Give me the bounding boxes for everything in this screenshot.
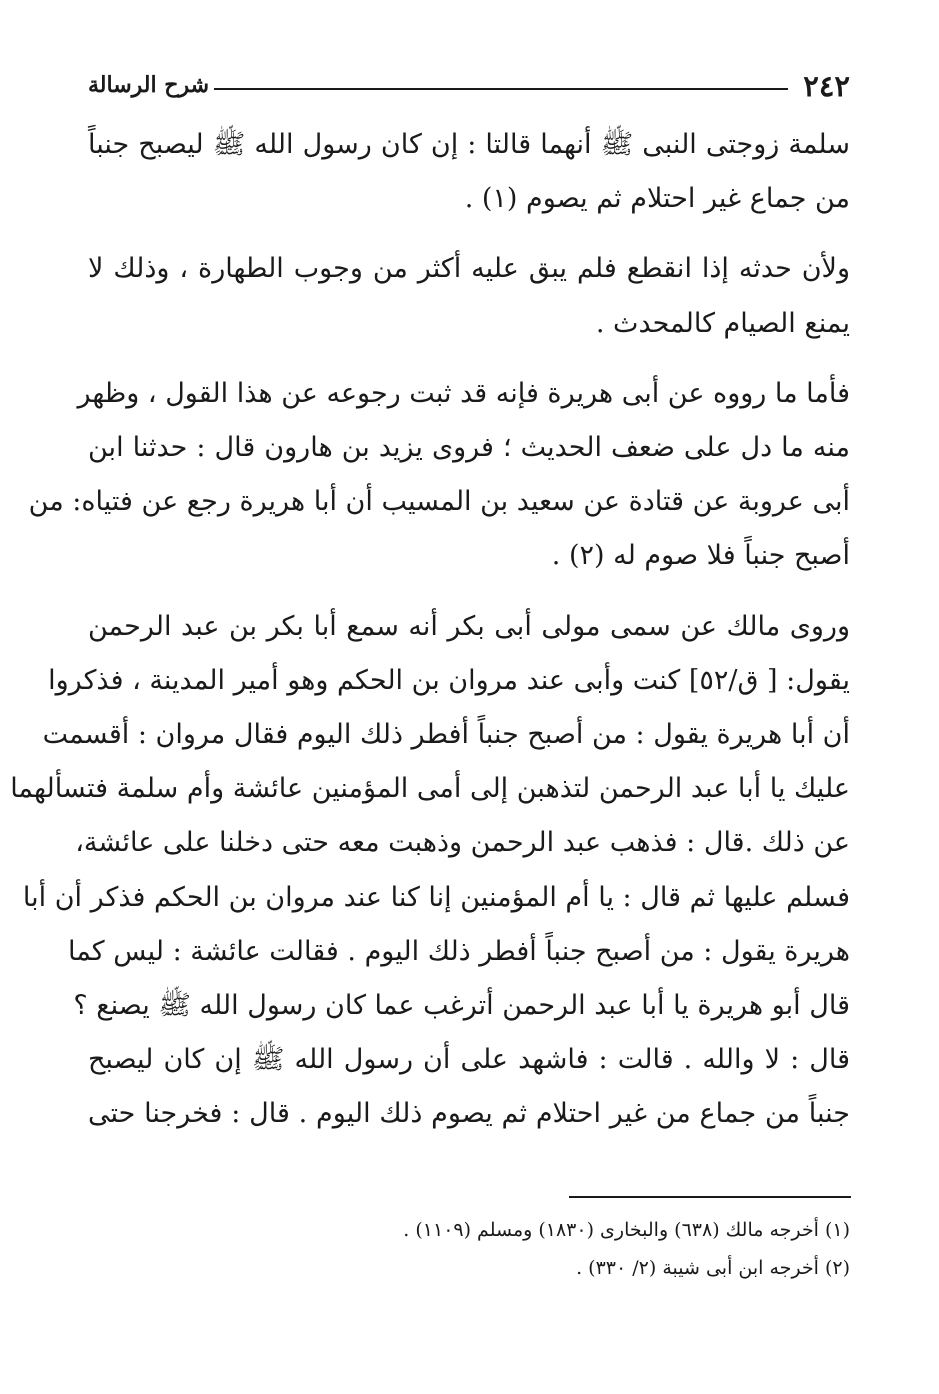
text-line: من جماع غير احتلام ثم يصوم (١) . — [464, 183, 850, 215]
main-text — [10, 118, 850, 1158]
text-line: ولأن حدثه إذا انقطع فلم يبق عليه أكثر من وجوب الطهارة ، وذلك لا — [88, 253, 850, 285]
text-line: منه ما دل على ضعف الحديث ؛ فروى يزيد بن هارون قال : حدثنا ابن — [88, 432, 850, 464]
text-line: أصبح جنباً فلا صوم له (٢) . — [551, 540, 850, 572]
paragraph — [10, 600, 850, 1142]
page-number: ٢٤٢ — [803, 69, 850, 103]
paragraph — [88, 242, 850, 350]
text-line: قال أبو هريرة يا أبا عبد الرحمن أترغب عما كان رسول الله ﷺ يصنع ؟ — [73, 990, 850, 1022]
footnote-separator — [569, 1196, 851, 1198]
footnote-2: (٢) أخرجه ابن أبى شيبة (٢/ ٣٣٠) . — [576, 1257, 850, 1279]
text-line: يمنع الصيام كالمحدث . — [595, 307, 850, 339]
text-line: فسلم عليها ثم قال : يا أم المؤمنين إنا كنا عند مروان بن الحكم فذكر أن أبا — [22, 881, 850, 913]
header-rule — [214, 88, 788, 90]
text-line: وروى مالك عن سمى مولى أبى بكر أنه سمع أبا بكر بن عبد الرحمن — [88, 610, 850, 642]
text-line: فأما ما رووه عن أبى هريرة فإنه قد ثبت رجوعه عن هذا القول ، وظهر — [77, 377, 850, 409]
footnote-1: (١) أخرجه مالك (٦٣٨) والبخارى (١٨٣٠) ومسلم (١١٠٩) . — [403, 1219, 850, 1241]
footnotes — [88, 1211, 850, 1287]
text-line: سلمة زوجتى النبى ﷺ أنهما قالتا : إن كان رسول الله ﷺ ليصبح جنباً — [88, 129, 850, 160]
page-header — [88, 66, 850, 110]
text-line: أن أبا هريرة يقول : من أصبح جنباً أفطر ذلك اليوم فقال مروان : أقسمت — [42, 719, 850, 751]
text-line: جنباً من جماع من غير احتلام ثم يصوم ذلك اليوم . قال : فخرجنا حتى — [88, 1098, 850, 1130]
text-line: يقول: [ ق/٥٢] كنت وأبى عند مروان بن الحكم وهو أمير المدينة ، فذكروا — [48, 664, 850, 696]
text-line: قال : لا والله . قالت : فاشهد على أن رسول الله ﷺ إن كان ليصبح — [88, 1044, 850, 1076]
paragraph — [28, 367, 850, 584]
text-line: عليك يا أبا عبد الرحمن لتذهبن إلى أمى المؤمنين عائشة وأم سلمة فتسألهما — [10, 773, 850, 805]
text-line: عن ذلك .قال : فذهب عبد الرحمن وذهبت معه حتى دخلنا على عائشة، — [75, 827, 850, 859]
text-line: هريرة يقول : من أصبح جنباً أفطر ذلك اليوم . فقالت عائشة : ليس كما — [67, 935, 850, 967]
running-title: شرح الرسالة — [88, 72, 210, 98]
paragraph — [88, 118, 850, 226]
text-line: أبى عروبة عن قتادة عن سعيد بن المسيب أن أبا هريرة رجع عن فتياه: من — [28, 486, 850, 518]
